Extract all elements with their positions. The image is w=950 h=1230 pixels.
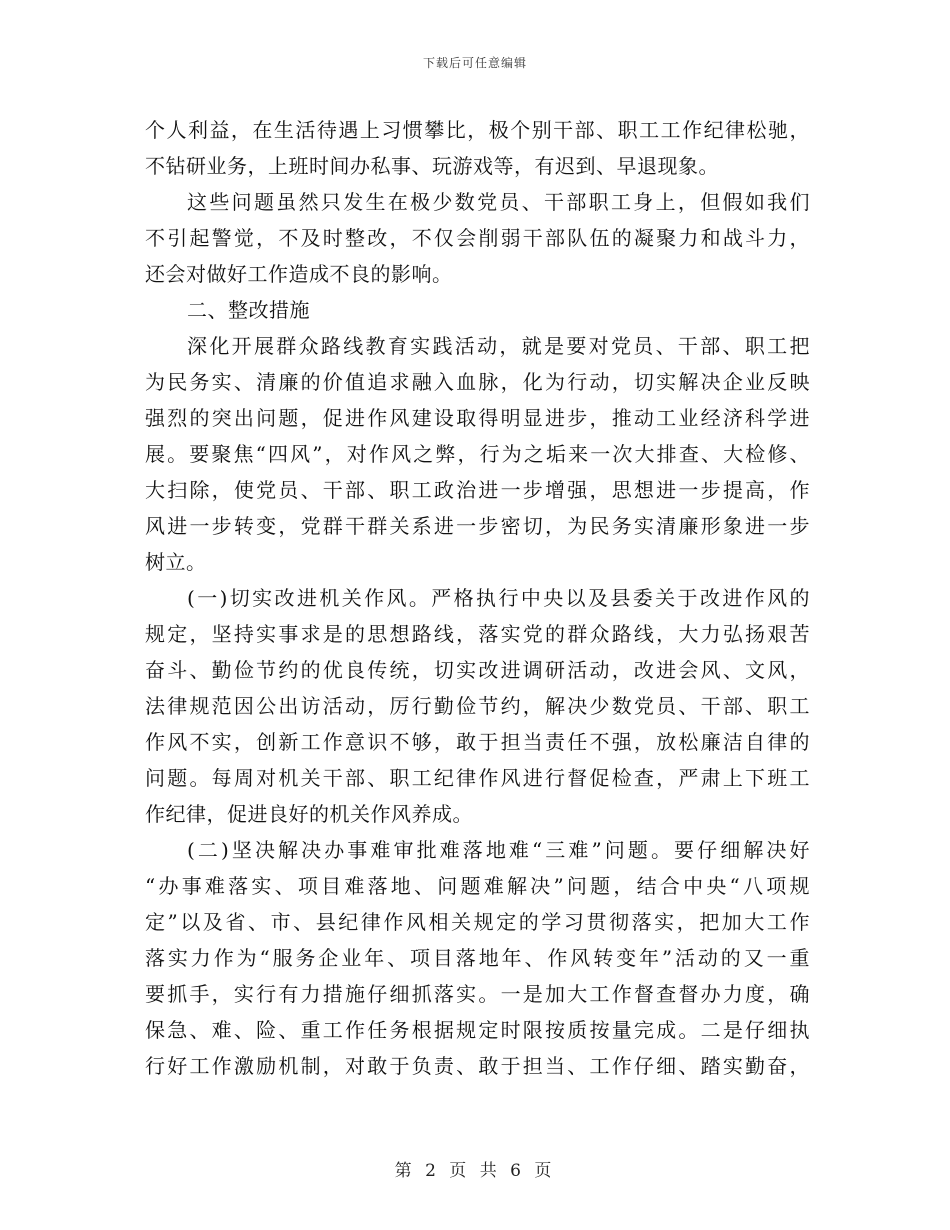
text-line: 这些问题虽然只发生在极少数党员、干部职工身上，但假如我们	[187, 190, 810, 214]
page-header: 下载后可任意编辑	[422, 56, 527, 70]
page-footer: 第 2 页 共 6 页	[394, 1161, 556, 1181]
text-line: 作风不实，创新工作意识不够，敢于担当责任不强，放松廉洁自律的	[145, 730, 810, 754]
text-line: “办事难落实、项目难落地、问题难解决”问题，结合中央“八项规	[145, 874, 810, 898]
text-line: 不钻研业务，上班时间办私事、玩游戏等，有迟到、早退现象。	[145, 154, 719, 178]
text-line: 规定，坚持实事求是的思想路线，落实党的群众路线，大力弘扬艰苦	[145, 622, 810, 646]
text-line: 还会对做好工作造成不良的影响。	[145, 262, 453, 286]
text-line: 展。要聚焦“四风”，对作风之弊，行为之垢来一次大排查、大检修、	[145, 442, 810, 466]
text-line: 问题。每周对机关干部、职工纪律作风进行督促检查，严肃上下班工	[145, 766, 810, 790]
body-text	[145, 112, 810, 1084]
text-line: 个人利益，在生活待遇上习惯攀比，极个别干部、职工工作纪律松驰，	[145, 118, 810, 142]
text-line: 作纪律，促进良好的机关作风养成。	[145, 802, 473, 826]
text-line: 保急、难、险、重工作任务根据规定时限按质按量完成。二是仔细执	[145, 1018, 810, 1042]
text-line: 落实力作为“服务企业年、项目落地年、作风转变年”活动的又一重	[145, 946, 810, 970]
text-line: 风进一步转变，党群干群关系进一步密切，为民务实清廉形象进一步	[145, 514, 810, 538]
text-line: 强烈的突出问题，促进作风建设取得明显进步，推动工业经济科学进	[145, 406, 810, 430]
text-line: 深化开展群众路线教育实践活动，就是要对党员、干部、职工把	[187, 334, 810, 358]
text-line: 不引起警觉，不及时整改，不仅会削弱干部队伍的凝聚力和战斗力，	[145, 226, 810, 250]
text-line: 定”以及省、市、县纪律作风相关规定的学习贯彻落实，把加大工作	[145, 910, 810, 934]
text-line: (二)坚决解决办事难审批难落地难“三难”问题。要仔细解决好	[187, 838, 810, 862]
text-line: 奋斗、勤俭节约的优良传统，切实改进调研活动，改进会风、文风，	[145, 658, 810, 682]
text-line: 法律规范因公出访活动，厉行勤俭节约，解决少数党员、干部、职工	[145, 694, 810, 718]
text-line: 行好工作激励机制，对敢于负责、敢于担当、工作仔细、踏实勤奋，	[145, 1054, 810, 1078]
text-line: 为民务实、清廉的价值追求融入血脉，化为行动，切实解决企业反映	[145, 370, 810, 394]
text-line: 二、整改措施	[187, 298, 310, 322]
text-line: 树立。	[145, 550, 207, 574]
text-line: 要抓手，实行有力措施仔细抓落实。一是加大工作督查督办力度，确	[145, 982, 810, 1006]
text-line: 大扫除，使党员、干部、职工政治进一步增强，思想进一步提高，作	[145, 478, 810, 502]
text-line: (一)切实改进机关作风。严格执行中央以及县委关于改进作风的	[187, 586, 810, 610]
